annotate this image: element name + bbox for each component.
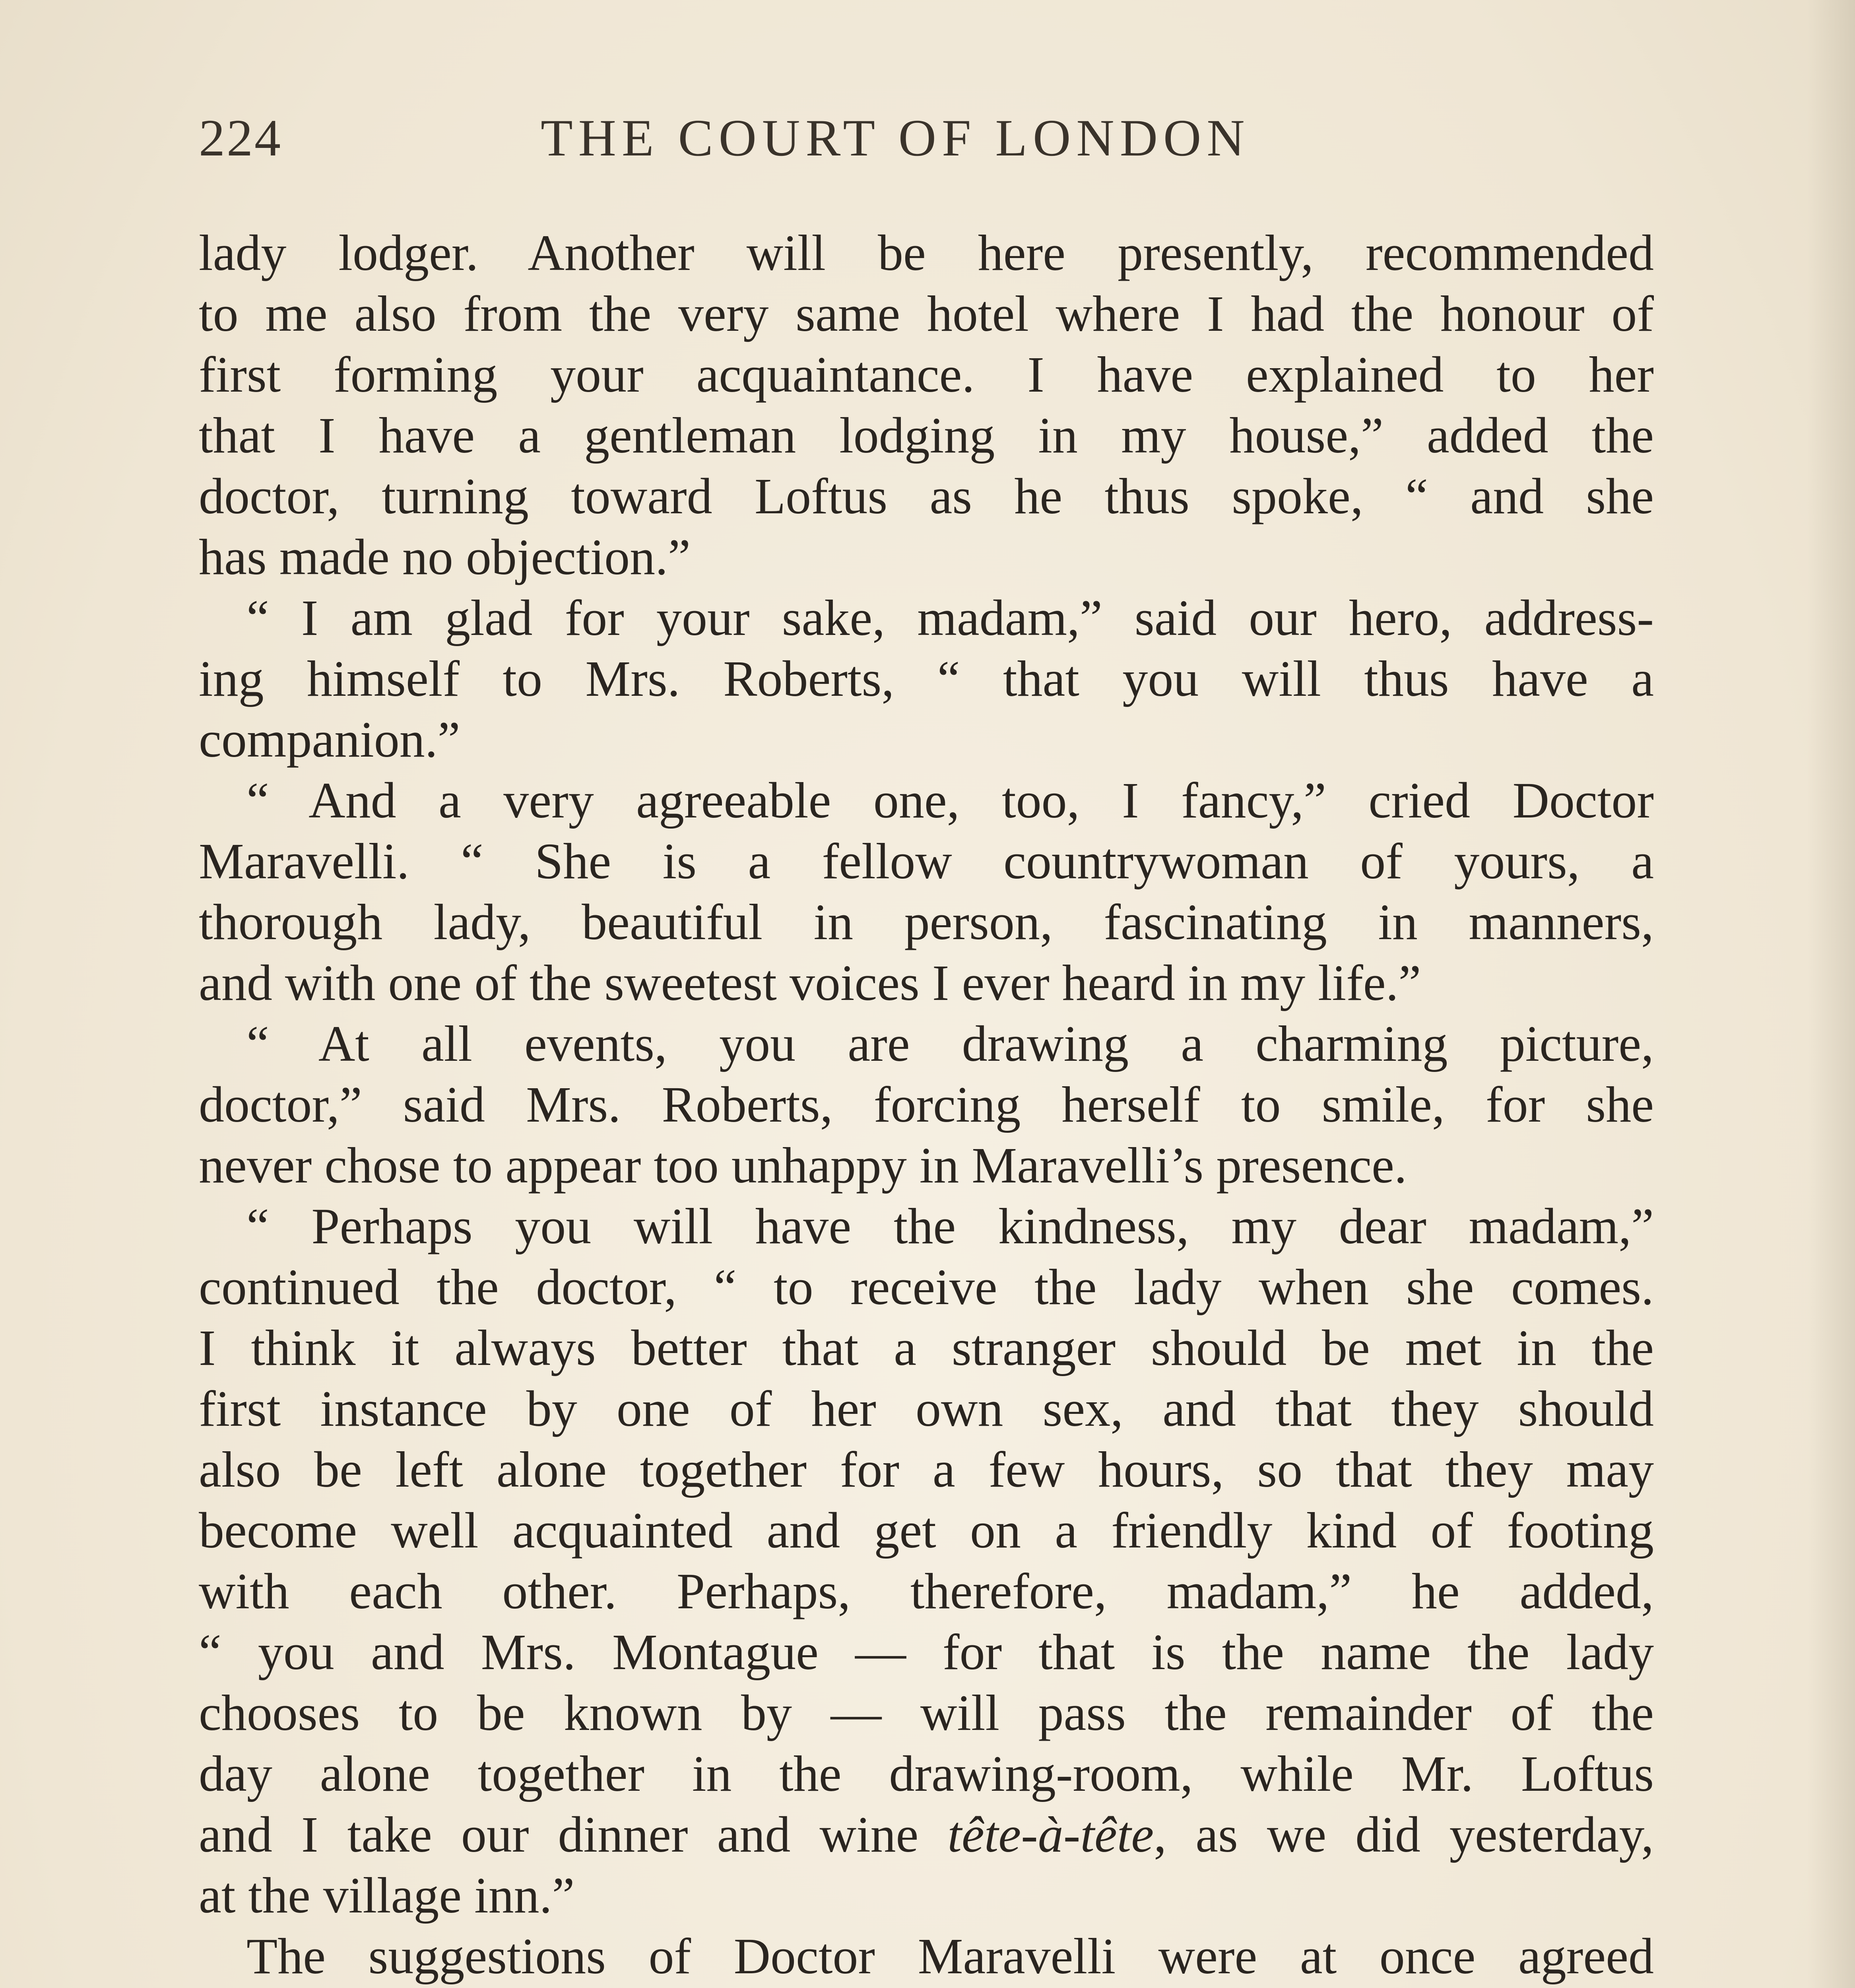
text-line: I think it always better that a stranger should be met in the (199, 1320, 1654, 1376)
text-line: Maravelli. “ She is a fellow countrywoman of yours, a (199, 833, 1654, 889)
page-header (199, 107, 1670, 179)
text-line: continued the doctor, “ to receive the lady when she comes. (199, 1259, 1654, 1315)
text-line: lady lodger. Another will be here presently, recommended (199, 225, 1654, 281)
text-line: day alone together in the drawing-room, while Mr. Loftus (199, 1745, 1654, 1802)
text-line: also be left alone together for a few hours, so that they may (199, 1441, 1654, 1498)
text-line: “ At all events, you are drawing a charming picture, (246, 1015, 1654, 1072)
italic-phrase: tête-à-tête (947, 1806, 1154, 1863)
text-line: doctor,” said Mrs. Roberts, forcing herself to smile, for she (199, 1076, 1654, 1133)
text-line: “ Perhaps you will have the kindness, my dear madam,” (246, 1198, 1654, 1254)
text-line: to me also from the very same hotel where I had the honour of (199, 285, 1654, 342)
text-line: companion.” (199, 711, 460, 768)
text-line: first forming your acquaintance. I have explained to her (199, 346, 1654, 403)
text-line: with each other. Perhaps, therefore, madam,” he added, (199, 1563, 1654, 1619)
text-line: thorough lady, beautiful in person, fascinating in manners, (199, 894, 1654, 950)
page-edge-shadow (1807, 0, 1855, 1988)
text-line: doctor, turning toward Loftus as he thus spoke, “ and she (199, 468, 1654, 524)
text-line: first instance by one of her own sex, and that they should (199, 1380, 1654, 1437)
text-line: at the village inn.” (199, 1867, 575, 1924)
body-text (199, 223, 1654, 1988)
text-line: that I have a gentleman lodging in my house,” added the (199, 407, 1654, 464)
text-line: “ you and Mrs. Montague — for that is the name the lady (199, 1624, 1654, 1680)
text-line: has made no objection.” (199, 529, 691, 585)
text-line: chooses to be known by — will pass the remainder of the (199, 1685, 1654, 1741)
text-line: The suggestions of Doctor Maravelli were at once agreed (246, 1928, 1654, 1984)
text-line: and I take our dinner and wine tête-à-tête, as we did yesterday, (199, 1806, 1654, 1863)
text-line: never chose to appear too unhappy in Maravelli’s presence. (199, 1137, 1407, 1194)
text-line: ing himself to Mrs. Roberts, “ that you will thus have a (199, 650, 1654, 707)
text-line: and with one of the sweetest voices I ever heard in my life.” (199, 955, 1421, 1011)
text-line: become well acquainted and get on a friendly kind of footing (199, 1502, 1654, 1559)
text-line: “ And a very agreeable one, too, I fancy,” cried Doctor (246, 772, 1654, 829)
page-number: 224 (199, 109, 282, 167)
running-title: THE COURT OF LONDON (541, 109, 1250, 167)
text-line: “ I am glad for your sake, madam,” said our hero, address- (246, 590, 1654, 646)
